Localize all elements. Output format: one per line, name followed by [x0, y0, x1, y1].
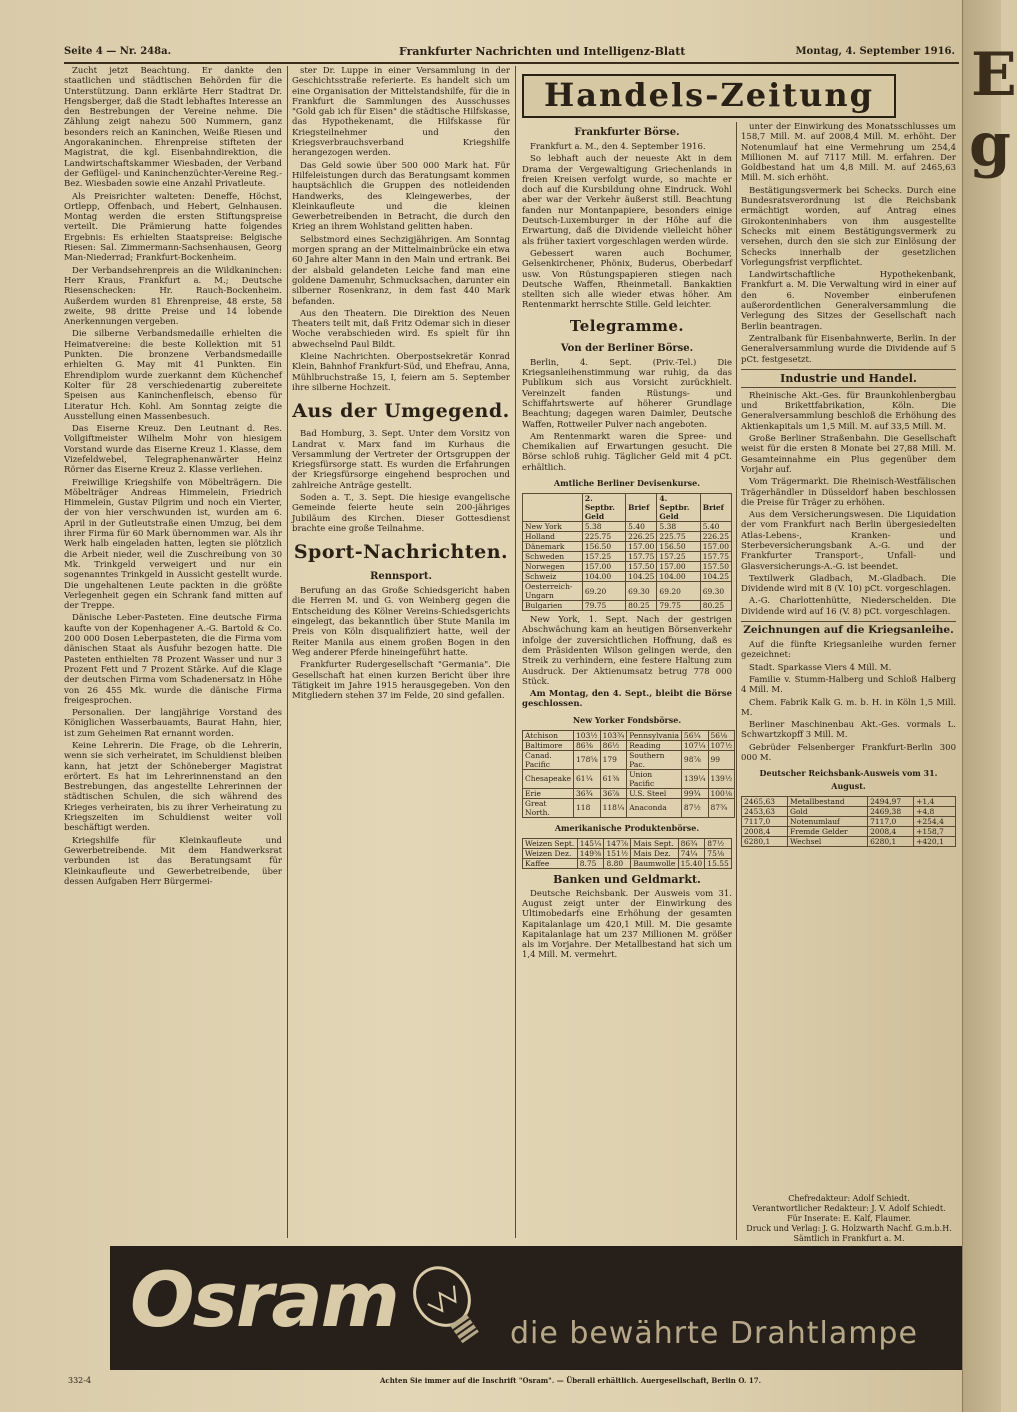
table-cell: 226.25: [626, 532, 657, 542]
heading-frankfurter-boerse: Frankfurter Börse.: [574, 127, 680, 138]
devisen-table: [522, 493, 732, 611]
industrie-paragraph: Aus dem Versicherungswesen. Die Liquidation der vom Frankfurt nach Berlin übergesiedelten Atlas-Lebens-, Kranken- und Sterbeversicherungsbank A.-G. und der Frankfurter Transport-, Unfall- und Glasversicherungs-A.-G. ist beendet.: [741, 510, 956, 572]
table-row: [523, 542, 732, 552]
table-cell: 157.75: [626, 552, 657, 562]
industrie-paragraph: Textilwerk Gladbach, M.-Gladbach. Die Dividende wird mit 8 (V. 10) pCt. vorgeschlagen.: [741, 573, 956, 595]
newyork-report: New York, 1. Sept. Nach der gestrigen Abschwächung kam an heutigen Börsenverkehr infolge der zuversichtlichen Hoffnung, daß es dem Präsidenten Wilson gelingen werde, den Streik zu verhindern, eine festere Haltung zum Ausdruck. Der Aktienumsatz betrug 778 000 Stück.: [522, 615, 732, 687]
osram-tagline: die bewährte Drahtlampe: [510, 1316, 918, 1351]
imprint-line: Druck und Verlag: J. G. Holzwarth Nachf. G.m.b.H.: [746, 1224, 952, 1233]
header-page-number: Seite 4 — Nr. 248a.: [64, 46, 172, 57]
article-paragraph: Zucht jetzt Beachtung. Er dankte den staatlichen und städtischen Behörden für die Unterstützung. Dann erklärte Herr Stadtrat Dr. Hengsberger, daß die Stadt lebhaftes Interesse an den Bestrebungen der Vereine nehme. Die Zählung zeigt nahezu 500 Nummern, ganz besonders reich an Kaninchen, Weiße Riesen und Angorakaninchen. Ehrenpreise stifteten der Magistrat, die kgl. Eisenbahndirektion, die Landwirtschaftskammer Wiesbaden, der Verband der Geflügel- und Kaninchenzüchter-Vereine Reg.-Bez. Wiesbaden sowie eine Anzahl Privatleute.: [64, 66, 282, 190]
table-cell: 5.38: [657, 522, 700, 532]
table-cell: Baumwolle: [631, 858, 678, 868]
table-row: [523, 838, 732, 848]
section-heading-umgebung: Aus der Umgegend.: [292, 400, 510, 423]
table-cell: 61⅜: [600, 769, 627, 788]
finance-paragraph: unter der Einwirkung des Monatsschlusses um 158,7 Mill. M. auf 2008,4 Mill. M. erhöht. Der Notenumlauf hat eine Vermehrung um 254,4 Millionen M. auf 7117 Mill. M. erfahren. Der Goldbestand hat um 4,8 Mill. M. auf 2465,63 Mill. M. sich erhöht.: [741, 122, 956, 184]
table-cell: 156.50: [582, 542, 625, 552]
table-cell: +1,4: [914, 797, 956, 807]
imprint-line: Verantwortlicher Redakteur: J. V. Adolf Schiedt.: [752, 1204, 946, 1213]
imprint-line: Chefredakteur: Adolf Schiedt.: [788, 1194, 910, 1203]
page-header: [64, 44, 959, 64]
table-cell: Kaffee: [523, 858, 578, 868]
table-row: [523, 769, 735, 788]
produktenboerse-table: [522, 838, 732, 869]
finance-paragraph: Landwirtschaftliche Hypothekenbank, Frankfurt a. M. Die Verwaltung wird in einer auf den 6. November einberufenen außerordentlichen Generalversammlung die Verlegung des Sitzes der Gesellschaft nach Berlin beantragen.: [741, 270, 956, 332]
kriegsanleihe-entry: Berliner Maschinenbau Akt.-Ges. vormals L. Schwartzkopff 3 Mill. M.: [741, 720, 956, 741]
kriegsanleihe-entry: Gebrüder Felsenberger Frankfurt-Berlin 300 000 M.: [741, 742, 956, 764]
newyork-closed-note: Am Montag, den 4. Sept., bleibt die Börse geschlossen.: [522, 689, 732, 710]
imprint-line: Sämtlich in Frankfurt a. M.: [793, 1234, 905, 1243]
table-row: [523, 522, 732, 532]
table-cell: 104.00: [582, 572, 625, 582]
table-header-cell: 2. Septbr. Geld: [582, 494, 625, 522]
table-cell: 139½: [708, 769, 735, 788]
table-cell: 157.25: [582, 552, 625, 562]
industrie-paragraph: Vom Trägermarkt. Die Rheinisch-Westfälischen Trägerhändler in Düsseldorf haben beschlossen die Preise für Träger zu erhöhen.: [741, 477, 956, 508]
osram-advertisement: [110, 1246, 962, 1370]
article-paragraph: Kriegshilfe für Kleinkaufleute und Gewerbetreibende. Mit dem Handwerksrat verbunden ist das Beratungsamt für Kleinkaufleute und Gewerbetreibende, über dessen Aufgaben Herr Bürgermei-: [64, 835, 282, 887]
sport-paragraph: Berufung an das Große Schiedsgericht haben die Herren M. und G. von Weinberg gegen die Entscheidung des Kölner Vereins-Schiedsgerichts eingelegt, das bekanntlich über Stute Manila im Preis von Köln disqualifiziert hatte, weil der Reiter Manila aus einem großen Bogen in den Weg anderer Pferde hineingeführt hatte.: [292, 586, 510, 658]
table-cell: Weizen Sept.: [523, 838, 578, 848]
table-cell: Holland: [523, 532, 583, 542]
finance-paragraph: Bestätigungsvermerk bei Schecks. Durch eine Bundesratsverordnung ist die Reichsbank ermächtigt worden, auf Antrag eines Girokonteninhabers von ihm ausgestellte Schecks mit einem Bestätigungsvermerk zu versehen, durch den sie sich zur Einlösung der Schecks innerhalb der gesetzlichen Vorlegungsfrist verpflichtet.: [741, 185, 956, 268]
table-cell: +254,4: [914, 817, 956, 827]
table-cell: 2469,38: [868, 807, 914, 817]
table-cell: 79.75: [657, 601, 700, 611]
table-cell: 87½: [705, 838, 732, 848]
subheading-berliner-boerse: Von der Berliner Börse.: [560, 342, 694, 354]
table-row: [523, 552, 732, 562]
table-cell: Atchison: [523, 730, 574, 740]
ad-footer: Achten Sie immer auf die Inschrift "Osram". — Überall erhältlich. Auergesellschaft, Berlin O. 17.: [380, 1376, 762, 1385]
boerse-paragraph: So lebhaft auch der neueste Akt in dem Drama der Vergewaltigung Griechenlands in freien Kreisen verfolgt wurde, so machte er doch auf die Kursbildung ohne Eindruck. Wohl aber war der Verkehr äußerst still. Beachtung fanden nur Montanpapiere, besonders einige Deutsch-Luxemburger in der Höhe auf die Erwartung, daß die Dividende vielleicht höher als früher taxiert vorgeschlagen werden würde.: [522, 154, 732, 247]
article-paragraph: Kleine Nachrichten. Oberpostsekretär Konrad Klein, Bahnhof Frankfurt-Süd, und Ehefrau, Anna, Mühlbruchstraße 15, I, feiern am 5. September ihre silberne Hochzeit.: [292, 352, 510, 393]
kriegsanleihe-entry: Stadt. Sparkasse Viers 4 Mill. M.: [749, 662, 892, 673]
table-cell: Schweden: [523, 552, 583, 562]
industrie-paragraph: A.-G. Charlottenhütte, Niederschelden. Die Dividende wird auf 16 (V. 8) pCt. vorgeschlagen.: [741, 596, 956, 617]
table-row: [523, 788, 735, 798]
article-paragraph: Personalien. Der langjährige Vorstand des Königlichen Wasserbauamts, Baurat Hahn, hier, ist zum Geheimen Rat ernannt worden.: [64, 708, 282, 739]
table-cell: 87½: [681, 798, 708, 817]
table-row: [523, 730, 735, 740]
table-cell: Gold: [788, 807, 868, 817]
table-cell: Reading: [627, 740, 682, 750]
table-cell: 179: [600, 750, 627, 769]
table-cell: Weizen Dez.: [523, 848, 578, 858]
industrie-paragraph: Große Berliner Straßenbahn. Die Gesellschaft weist für die ersten 8 Monate bei 27,88 Mill. M. Gesamteinnahme ein Plus gegenüber dem Vorjahr auf.: [741, 434, 956, 475]
finance-paragraph: Zentralbank für Eisenbahnwerte, Berlin. In der Generalversammlung wurde die Dividende auf 5 pCt. festgesetzt.: [741, 333, 956, 365]
column-local-news: [64, 66, 282, 1236]
produkte-table-title: Amerikanische Produktenbörse.: [554, 822, 700, 833]
table-cell: 2008,4: [868, 827, 914, 837]
table-cell: 107¼: [681, 740, 708, 750]
kriegsanleihe-intro: Auf die fünfte Kriegsanleihe wurden ferner gezeichnet:: [741, 640, 956, 661]
table-cell: 8.80: [604, 858, 631, 868]
table-cell: 2453,63: [742, 807, 788, 817]
table-cell: 104.25: [700, 572, 731, 582]
table-cell: Mais Sept.: [631, 838, 678, 848]
table-cell: 156.50: [657, 542, 700, 552]
table-row: [523, 532, 732, 542]
table-cell: 6280,1: [868, 837, 914, 847]
header-masthead: Frankfurter Nachrichten und Intelligenz-Blatt: [399, 45, 686, 58]
table-cell: 157.50: [626, 562, 657, 572]
table-cell: 5.38: [582, 522, 625, 532]
industrie-paragraph: Rheinische Akt.-Ges. für Braunkohlenbergbau und Brikettfabrikation, Köln. Die Generalversammlung beschloß die Erhöhung des Aktienkapitals um 1,5 Mill. M. auf 33,5 Mill. M.: [741, 390, 956, 432]
table-cell: 5.40: [626, 522, 657, 532]
kriegsanleihe-entry: Familie v. Stumm-Halberg und Schloß Halberg 4 Mill. M.: [741, 674, 956, 696]
table-cell: Oesterreich-Ungarn: [523, 582, 583, 601]
article-paragraph: Die silberne Verbandsmedaille erhielten die Heimatvereine: die beste Kollektion mit 51 Punkten. Die bronzene Verbandsmedaille erhielten G. May mit 41 Punkten. Ein Ehrendiplom wurde zuerkannt dem Küchenchef Kolter für 28 verschiedenartig zubereitete Speisen aus Kaninchenfleisch, ebenso für Literatur Hch. Kohl. Am Sonntag zeigte die Ausstellung einen Massenbesuch.: [64, 329, 282, 422]
heading-industrie: Industrie und Handel.: [741, 369, 956, 388]
osram-logo: Osram: [130, 1255, 398, 1344]
table-cell: 147⅞: [604, 838, 631, 848]
column-local-news-continued: [292, 66, 510, 1238]
table-cell: 15.40: [678, 858, 705, 868]
table-cell: 61¼: [574, 769, 601, 788]
berlin-paragraph: Berlin, 4. Sept. (Priv.-Tel.) Die Kriegsanleihenstimmung war ruhig, da das Publikum sich aus Vorsicht zurückhielt. Vereinzelt fanden Rüstungs- und Schiffahrtswerte auf höherer Grundlage Beachtung; dagegen waren Daimler, Deutsche Waffen, Rottweiler Pulver nach angeboten.: [522, 357, 732, 430]
table-row: [523, 750, 735, 769]
column-rule: [515, 66, 516, 1238]
column-rule: [736, 122, 737, 1240]
article-paragraph: Selbstmord eines Sechzigjährigen. Am Sonntag morgen sprang an der Mittelmainbrücke ein etwa 60 Jahre alter Mann in den Main und ertrank. Bei der alsbald gelandeten Leiche fand man eine goldene Damenuhr, Schmucksachen, darunter ein silberner Rosenkranz, in dem fast 440 Mark befanden.: [292, 234, 510, 307]
table-row: [523, 562, 732, 572]
table-cell: 69.30: [626, 582, 657, 601]
table-cell: +420,1: [914, 837, 956, 847]
table-cell: 7117,0: [868, 817, 914, 827]
table-cell: 6280,1: [742, 837, 788, 847]
berlin-paragraph: Am Rentenmarkt waren die Spree- und Chemikalien auf Erwartungen gesucht. Die Börse schloß ruhig. Täglicher Geld mit 4 pCt. erhältlich.: [522, 431, 732, 473]
table-header-cell: Brief: [626, 494, 657, 522]
table-cell: Union Pacific: [627, 769, 682, 788]
table-cell: Bulgarien: [523, 601, 583, 611]
section-heading-sport: Sport-Nachrichten.: [293, 541, 509, 564]
table-cell: 5.40: [700, 522, 731, 532]
ny-table-title: New Yorker Fondsbörse.: [572, 714, 682, 725]
table-cell: 157.00: [657, 562, 700, 572]
table-cell: 139¼: [681, 769, 708, 788]
table-cell: 36¾: [574, 788, 601, 798]
table-cell: 157.50: [700, 562, 731, 572]
light-bulb-icon: [390, 1254, 510, 1362]
table-cell: Great North.: [523, 798, 574, 817]
subheading-rennsport: Rennsport.: [370, 571, 432, 583]
adjacent-page-letter: E: [971, 40, 1017, 110]
banken-paragraph: Deutsche Reichsbank. Der Ausweis vom 31. August zeigt unter der Einwirkung des Ultimobedarfs eine Erhöhung der gesamten Kapitalanlage um 420,1 Mill. M. Die gesamte Kapitalanlage hat um 237 Millionen M. größer als im Vorjahre. Der Metallbestand hat sich um 1,4 Mill. M. vermehrt.: [522, 888, 732, 961]
table-cell: 75⅛: [705, 848, 732, 858]
table-cell: 74¼: [678, 848, 705, 858]
boerse-paragraph: Gebessert waren auch Bochumer, Gelsenkirchener, Phönix, Buderus, Oberbedarf usw. Von Rüstungspapieren stiegen nach Deutsche Waffen, Rheinmetall. Bankaktien stellten sich alle wieder etwas höher. Am Rentenmarkt herrschte Stille. Geld leichter.: [522, 248, 732, 311]
table-cell: Baltimore: [523, 740, 574, 750]
table-cell: U.S. Steel: [627, 788, 682, 798]
table-cell: 99: [708, 750, 735, 769]
table-cell: Fremde Gelder: [788, 827, 868, 837]
table-cell: 8.75: [577, 858, 604, 868]
table-cell: 56¼: [681, 730, 708, 740]
adjacent-page-letter: g: [969, 110, 1011, 180]
article-paragraph: Dänische Leber-Pasteten. Eine deutsche Firma kaufte von der Kopenhagener A.-G. Bartold & Co. 200 000 Dosen Leberpasteten, die die Firma vom dänischen Staat als Ausfuhr bezogen hatte. Die Pasteten enthielten 78 Prozent Wasser und nur 3 Prozent Fett und 7 Prozent Stärke. Auf die Klage der deutschen Firma vom Schadenersatz in Höhe von 26 455 Mk. wurde die dänische Firma freigesprochen.: [64, 613, 282, 706]
table-cell: Anaconda: [627, 798, 682, 817]
handelszeitung-banner: Handels-Zeitung: [522, 74, 896, 118]
table-header-cell: [523, 494, 583, 522]
table-cell: Pennsylvania: [627, 730, 682, 740]
table-cell: 98⅞: [681, 750, 708, 769]
table-cell: 99¾: [681, 788, 708, 798]
table-cell: Canad. Pacific: [523, 750, 574, 769]
article-paragraph: Freiwillige Kriegshilfe von Möbelträgern. Die Möbelträger Andreas Himmelein, Friedrich Himmelein, Gustav Pilgrim und noch ein Vierter, der von hier verschwunden ist, wurden am 6. April in der Gutleutstraße einen Umzug, bei dem ihrer Firma für 60 Mark übernommen war. Als ihr Werk halb eingeladen hatten, legten sie plötzlich die Arbeit nieder, weil die Zuschreibung von 30 Mk. Trinkgeld verweigert und nur ein sogenanntes Trinkgeld in Aussicht gestellt wurde. Die ungehaltenen Leute packten in die größte Verlegenheit gegen ein Schrank fand mitten auf der Treppe.: [64, 477, 282, 612]
article-paragraph: Als Preisrichter walteten: Deneffe, Höchst, Ortlepp, Offenbach, und Hebert, Gelnhausen. Montag werden die ersten Stiftungspreise verteilt. Die Prämierung hatte folgendes Ergebnis: Es erhielten Staatspreise: Belgische Riesen: Sal. Zimmermann-Sachsenhausen, Georg Man-Niederrad; Frankfurt-Bockenheim.: [64, 191, 282, 264]
ad-code: 332-4: [68, 1376, 92, 1385]
table-cell: 226.25: [700, 532, 731, 542]
table-cell: 7117,0: [742, 817, 788, 827]
column-rule: [287, 66, 288, 1238]
table-cell: 107½: [708, 740, 735, 750]
table-cell: 2494,97: [868, 797, 914, 807]
table-cell: 118: [574, 798, 601, 817]
table-row: [742, 807, 956, 817]
table-cell: 151½: [604, 848, 631, 858]
imprint: [740, 1194, 958, 1244]
table-cell: 225.75: [582, 532, 625, 542]
umgebung-paragraph: Soden a. T., 3. Sept. Die hiesige evangelische Gemeinde feierte heute sein 200-jähriges Jubiläum des Kirchen. Dieser Gottesdienst brachte eine große Teilnahme.: [292, 492, 510, 534]
devisen-title: Amtliche Berliner Devisenkurse.: [553, 478, 701, 489]
table-cell: Mais Dez.: [631, 848, 678, 858]
table-cell: 100⅛: [708, 788, 735, 798]
article-paragraph: Das Eiserne Kreuz. Den Leutnant d. Res. Vollgiftmeister Wilhelm Mohr von hiesigem Vorstand wurde das Eiserne Kreuz 1. Klasse, dem Vizefeldwebel, Telegraphenanwärter Heinz Rörner das Eiserne Kreuz 2. Klasse verliehen.: [64, 424, 282, 476]
heading-telegramme: Telegramme.: [569, 316, 685, 335]
column-industrie: [741, 122, 956, 1190]
table-cell: 157.75: [700, 552, 731, 562]
table-cell: 80.25: [626, 601, 657, 611]
table-cell: 69.20: [657, 582, 700, 601]
table-row: [523, 601, 732, 611]
table-row: [742, 817, 956, 827]
table-cell: 87¾: [708, 798, 735, 817]
boerse-dateline: Frankfurt a. M., den 4. September 1916.: [530, 142, 706, 152]
table-row: [742, 827, 956, 837]
table-cell: Wechsel: [788, 837, 868, 847]
table-cell: 86¾: [678, 838, 705, 848]
table-cell: Chesapeake: [523, 769, 574, 788]
table-cell: Metallbestand: [788, 797, 868, 807]
table-row: [523, 848, 732, 858]
heading-kriegsanleihe: Zeichnungen auf die Kriegsanleihe.: [741, 621, 956, 637]
table-cell: 225.75: [657, 532, 700, 542]
table-row: [742, 837, 956, 847]
table-cell: Schweiz: [523, 572, 583, 582]
article-paragraph: Aus den Theatern. Die Direktion des Neuen Theaters teilt mit, daß Fritz Odemar sich in dieser Woche verabschieden wird. Es spielt für ihn abwechselnd Paul Bildt.: [292, 308, 510, 350]
reichsbank-title: Deutscher Reichsbank-Ausweis vom 31. August.: [759, 768, 938, 792]
table-row: [523, 582, 732, 601]
kriegsanleihe-entry: Chem. Fabrik Kalk G. m. b. H. in Köln 1,5 Mill. M.: [741, 697, 956, 718]
table-cell: 104.25: [626, 572, 657, 582]
table-cell: 178⅝: [574, 750, 601, 769]
table-cell: 157.00: [582, 562, 625, 572]
table-header-cell: Brief: [700, 494, 731, 522]
column-boerse: [522, 122, 732, 1240]
table-cell: 149⅜: [577, 848, 604, 858]
table-cell: 56⅛: [708, 730, 735, 740]
table-cell: Erie: [523, 788, 574, 798]
table-row: [523, 572, 732, 582]
article-paragraph: Das Geld sowie über 500 000 Mark hat. Für Hilfeleistungen durch das Beratungsamt kommen hauptsächlich die Gruppen des notleidenden Handwerks, des Kleingewerbes, der Kleinkaufleute und die kleinen Gewerbetreibenden in Betracht, die durch den Krieg an ihrem Wohlstand gelitten haben.: [292, 160, 510, 233]
table-cell: 157.25: [657, 552, 700, 562]
table-row: [523, 740, 735, 750]
table-cell: 118¼: [600, 798, 627, 817]
table-cell: +4,8: [914, 807, 956, 817]
table-cell: Dänemark: [523, 542, 583, 552]
article-paragraph: Der Verbandsehrenpreis an die Wildkaninchen: Herr Kraus, Frankfurt a. M.; Deutsche Riesenschecken: Hr. Rauch-Bockenheim. Außerdem wurden 81 Ehrenpreise, 48 erste, 58 zweite, 98 dritte Preise und 14 lobende Anerkennungen vergeben.: [64, 265, 282, 328]
table-cell: 86½: [600, 740, 627, 750]
table-cell: Southern Pac.: [627, 750, 682, 769]
table-cell: 103¾: [600, 730, 627, 740]
table-cell: 157.00: [700, 542, 731, 552]
table-cell: 80.25: [700, 601, 731, 611]
table-cell: 103½: [574, 730, 601, 740]
table-cell: 36⅞: [600, 788, 627, 798]
table-cell: 69.30: [700, 582, 731, 601]
table-cell: 86⅜: [574, 740, 601, 750]
table-cell: Notenumlauf: [788, 817, 868, 827]
article-paragraph: Keine Lehrerin. Die Frage, ob die Lehrerin, wenn sie sich verheiratet, im Schuldienst bleiben kann, hat jetzt der Schöneberger Magistrat erörtert. Es hat im Lehrerinnenstand an den Bestrebungen, das angestellte Lehrerinnen der städtischen Schulen, die sich während des Krieges verheiraten, bis zu ihrer Verheiratung zu Kriegszeiten im Schuldienst weiter voll beschäftigt werden.: [64, 741, 282, 834]
table-cell: 145¼: [577, 838, 604, 848]
table-row: [523, 798, 735, 817]
reichsbank-table: [741, 796, 956, 847]
table-cell: +158,7: [914, 827, 956, 837]
table-header-cell: 4. Septbr. Geld: [657, 494, 700, 522]
table-cell: 2465,63: [742, 797, 788, 807]
table-cell: 157.00: [626, 542, 657, 552]
article-paragraph: ster Dr. Luppe in einer Versammlung in der Geschichtsstraße referierte. Es handelt sich um eine Organisation der Mittelstandshilfe, für die in Frankfurt die Sammlungen des Ausschusses "Gold gab ich für Eisen" die städtische Hilfskasse, das Hypothekenamt, die Hilfskasse für Kriegsteilnehmer und den Kriegsverbrauchsverband Kriegshilfe herangezogen werden.: [292, 66, 510, 159]
table-cell: 15.55: [705, 858, 732, 868]
table-cell: Norwegen: [523, 562, 583, 572]
umgebung-paragraph: Bad Homburg, 3. Sept. Unter dem Vorsitz von Landrat v. Marx fand im Kurhaus die Versammlung der Vertreter der Ortsgruppen der Kriegsfürsorge statt. Es wurden die Erfahrungen der Kriegsfürsorge eingehend besprochen und zahlreiche Anträge gestellt.: [292, 429, 510, 491]
header-date: Montag, 4. September 1916.: [795, 46, 955, 57]
table-cell: 104.00: [657, 572, 700, 582]
table-row: [523, 858, 732, 868]
imprint-line: Für Inserate: E. Kalf, Flaumer.: [787, 1214, 911, 1223]
sport-paragraph: Frankfurter Rudergesellschaft "Germania". Die Gesellschaft hat einen kurzen Bericht über ihre Tätigkeit im Jahre 1915 herausgegeben. Von den Mitgliedern stehen 37 im Felde, 20 sind gefallen.: [292, 660, 510, 702]
table-cell: 79.75: [582, 601, 625, 611]
table-cell: New York: [523, 522, 583, 532]
table-cell: 69.20: [582, 582, 625, 601]
ny-fondsboerse-table: [522, 730, 735, 818]
adjacent-page-edge: [962, 0, 1017, 1412]
table-cell: 2008,4: [742, 827, 788, 837]
heading-banken: Banken und Geldmarkt.: [553, 872, 701, 886]
table-row: [742, 797, 956, 807]
